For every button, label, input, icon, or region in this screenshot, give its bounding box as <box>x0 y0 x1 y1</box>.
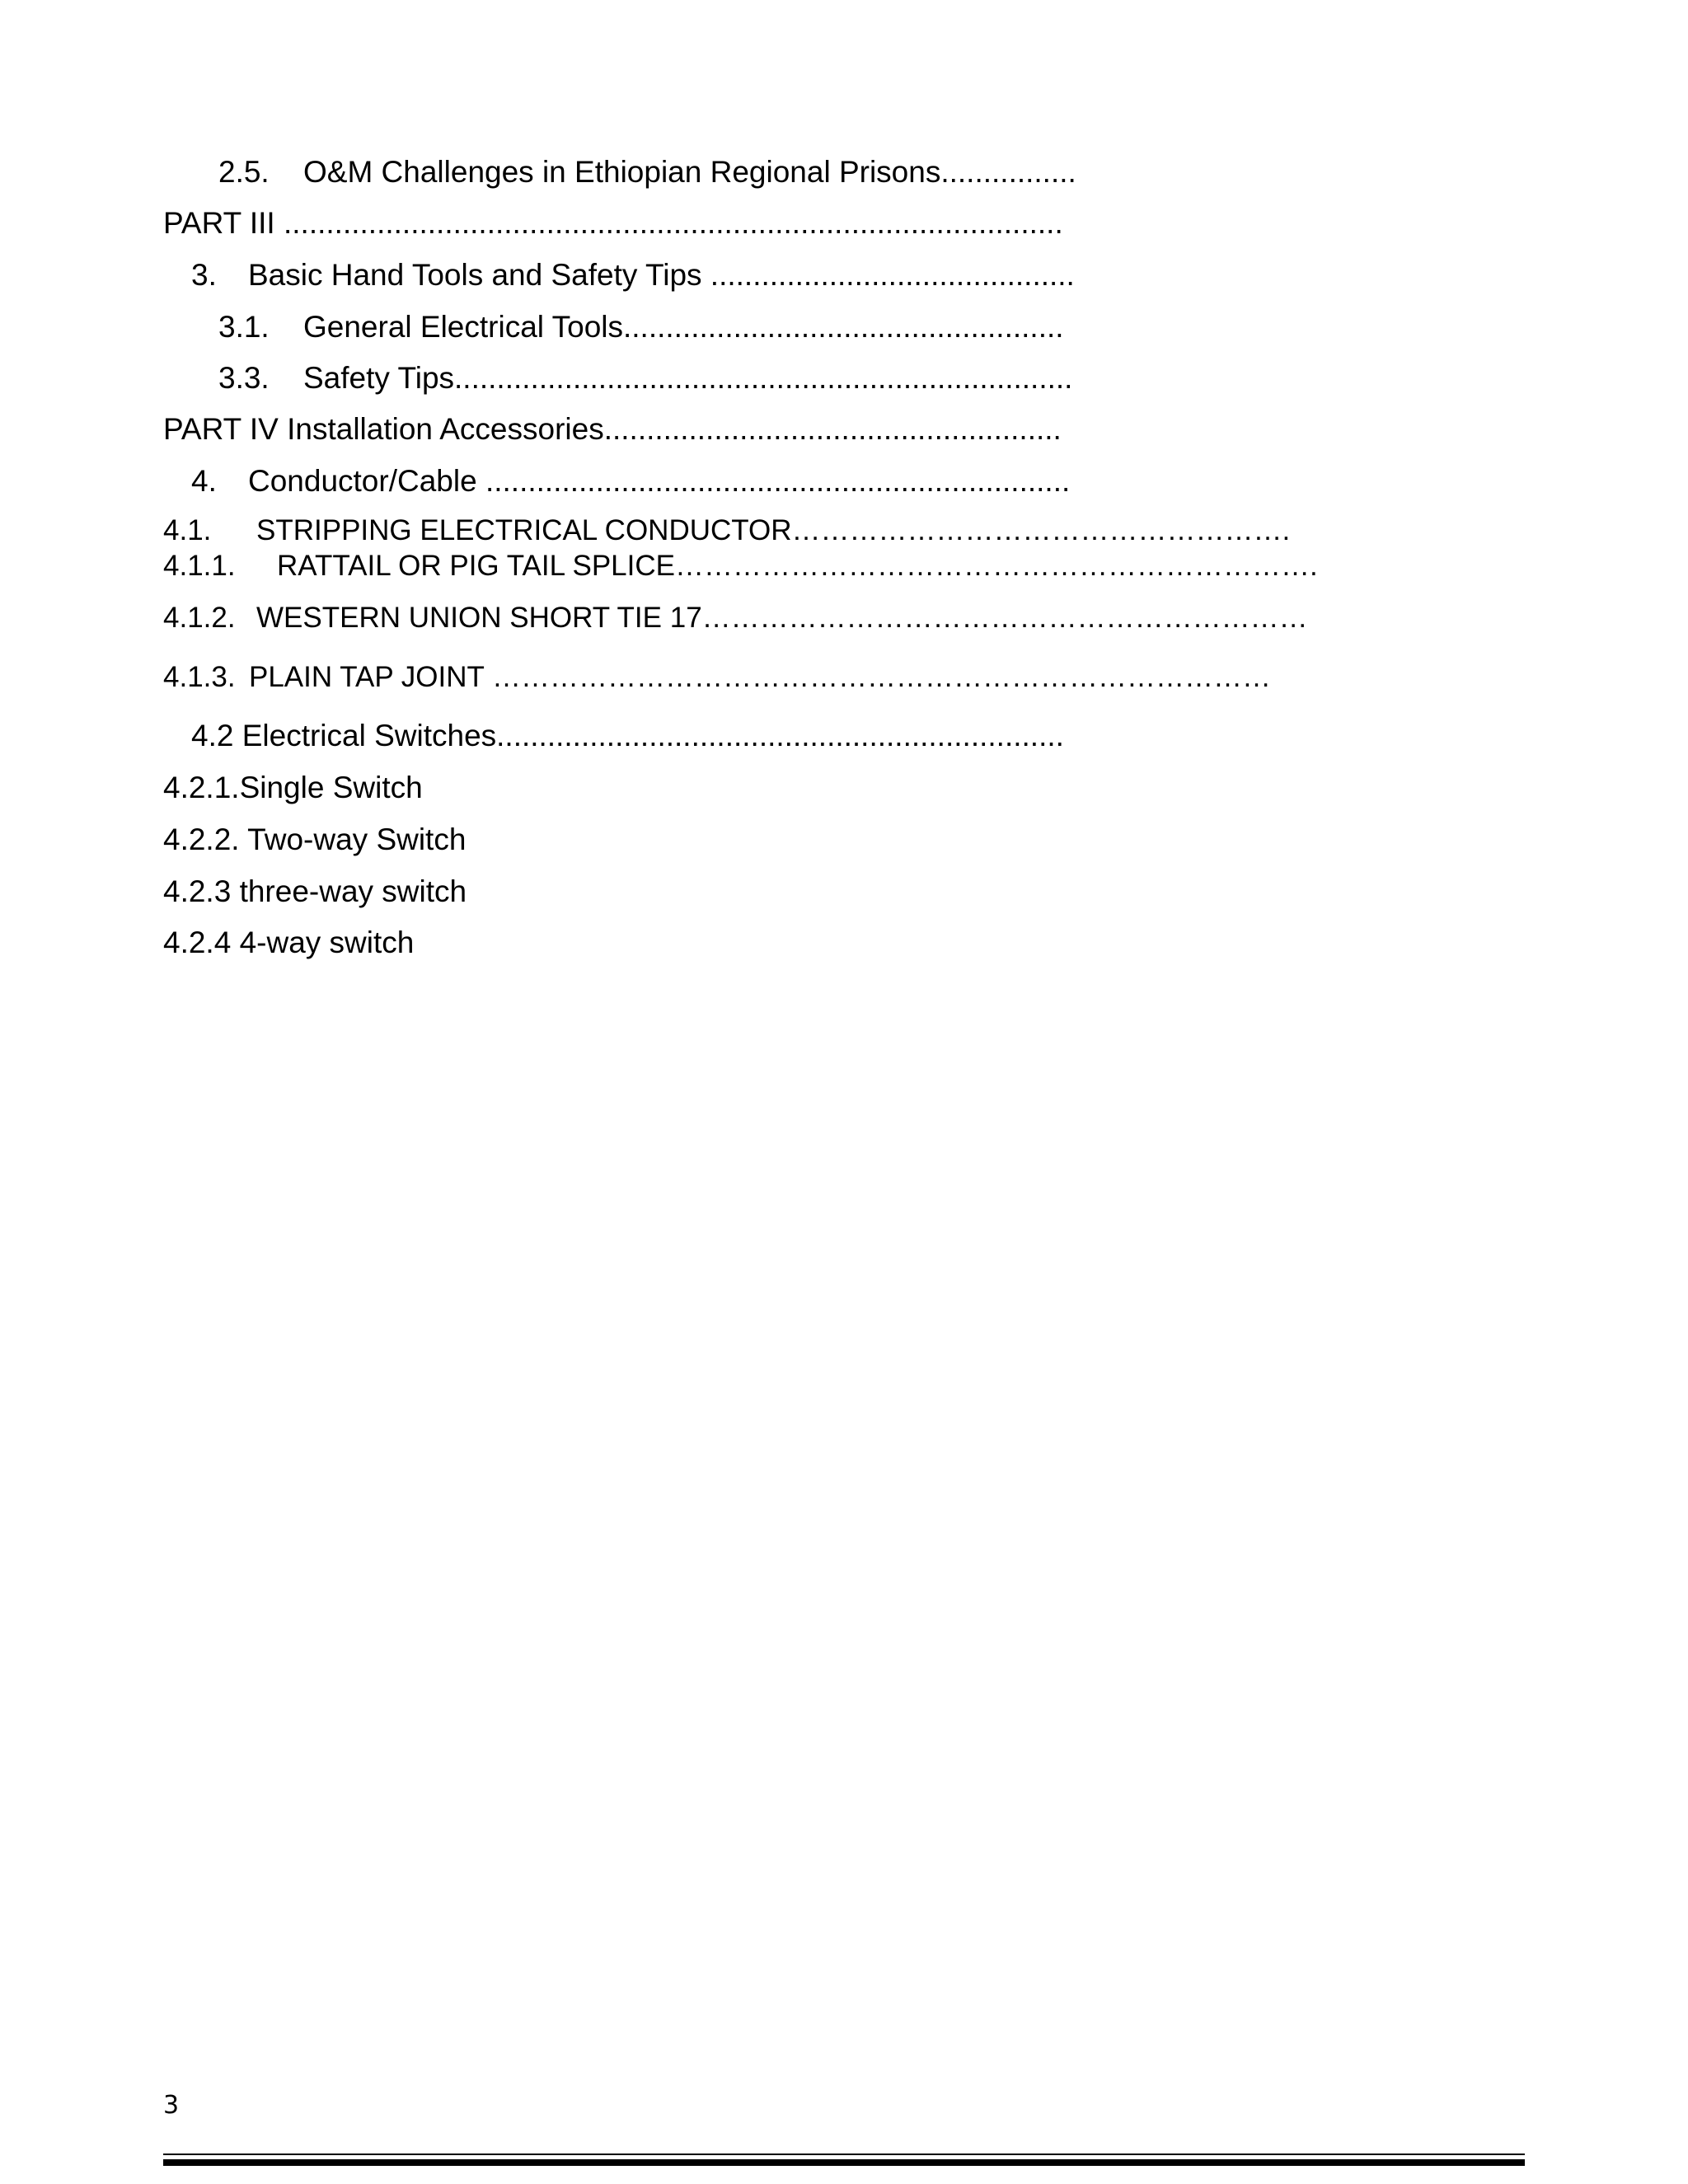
toc-entry-number: 2.5. <box>218 155 270 189</box>
toc-entry-3-3 <box>218 360 1072 396</box>
toc-dot-leader: ...................................................... <box>603 412 1062 446</box>
toc-entry-4-2-3 <box>163 874 467 910</box>
toc-entry-title: PART IV Installation Accessories <box>163 412 604 446</box>
toc-dot-leader: ..................................................................... <box>476 464 1071 498</box>
toc-entry-number: 4.1.3. <box>163 661 236 693</box>
toc-entry-number: 4.1. <box>163 514 212 546</box>
toc-entry-title: 4.2 Electrical Switches <box>191 719 497 752</box>
toc-entry-number: 3.1. <box>218 310 270 344</box>
toc-dot-leader: ……………………………………………………… <box>701 602 1308 634</box>
toc-entry-3 <box>191 257 1075 293</box>
toc-entry-title: WESTERN UNION SHORT TIE 17 <box>256 602 702 634</box>
toc-entry-title: 4.2.4 4-way switch <box>163 926 415 959</box>
toc-entry-number: 4.1.1. <box>163 550 236 582</box>
toc-entry-4-1-1 <box>163 548 1318 584</box>
toc-entry-4 <box>191 463 1070 499</box>
toc-dot-leader: ................................................................... <box>496 719 1064 752</box>
toc-entry-title: PART III <box>163 206 275 240</box>
toc-entry-4-2 <box>191 718 1064 754</box>
toc-entry-part-iii <box>163 205 1063 241</box>
toc-entry-title: 4.2.2. Two-way Switch <box>163 823 467 856</box>
toc-entry-part-iv <box>163 411 1062 448</box>
toc-entry-title: 4.2.1.Single Switch <box>163 771 423 804</box>
toc-dot-leader: .................................................... <box>623 310 1064 344</box>
footer-rule-thick <box>163 2159 1525 2166</box>
toc-entry-title: O&M Challenges in Ethiopian Regional Prisons <box>303 155 941 189</box>
toc-entry-number: 4. <box>191 464 217 498</box>
toc-dot-leader: ........................................... <box>701 258 1075 292</box>
toc-dot-leader: …………………………………………………………. <box>675 550 1318 582</box>
toc-entry-4-1 <box>163 513 1290 549</box>
toc-entry-number: 3.3. <box>218 361 270 395</box>
toc-entry-4-2-4 <box>163 925 414 961</box>
toc-entry-title: Conductor/Cable <box>248 464 477 498</box>
toc-dot-leader: ……………………………………………. <box>791 514 1291 546</box>
toc-entry-number: 4.1.2. <box>163 602 236 634</box>
toc-entry-title: STRIPPING ELECTRICAL CONDUCTOR <box>256 514 792 546</box>
toc-dot-leader: ............................................................................................ <box>274 206 1063 240</box>
toc-entry-2-5 <box>218 154 1076 190</box>
toc-entry-title: General Electrical Tools <box>303 310 623 344</box>
toc-entry-4-1-2 <box>163 600 1308 636</box>
toc-dot-leader: ................ <box>940 155 1076 189</box>
toc-entry-title: PLAIN TAP JOINT <box>249 661 485 693</box>
toc-entry-title: Safety Tips <box>303 361 455 395</box>
footer-rule <box>163 2154 1525 2155</box>
toc-dot-leader: ......................................................................... <box>454 361 1073 395</box>
toc-entry-3-1 <box>218 309 1064 345</box>
toc-entry-title: RATTAIL OR PIG TAIL SPLICE <box>277 550 675 582</box>
toc-dot-leader: ……………………………………………………………………… <box>484 661 1272 693</box>
toc-entry-title: Basic Hand Tools and Safety Tips <box>248 258 702 292</box>
toc-entry-4-2-1 <box>163 770 423 806</box>
toc-entry-4-2-2 <box>163 822 466 858</box>
page-number: 3 <box>163 2091 180 2120</box>
toc-entry-4-1-3 <box>163 659 1271 696</box>
toc-entry-title: 4.2.3 three-way switch <box>163 874 467 908</box>
toc-entry-number: 3. <box>191 258 217 292</box>
